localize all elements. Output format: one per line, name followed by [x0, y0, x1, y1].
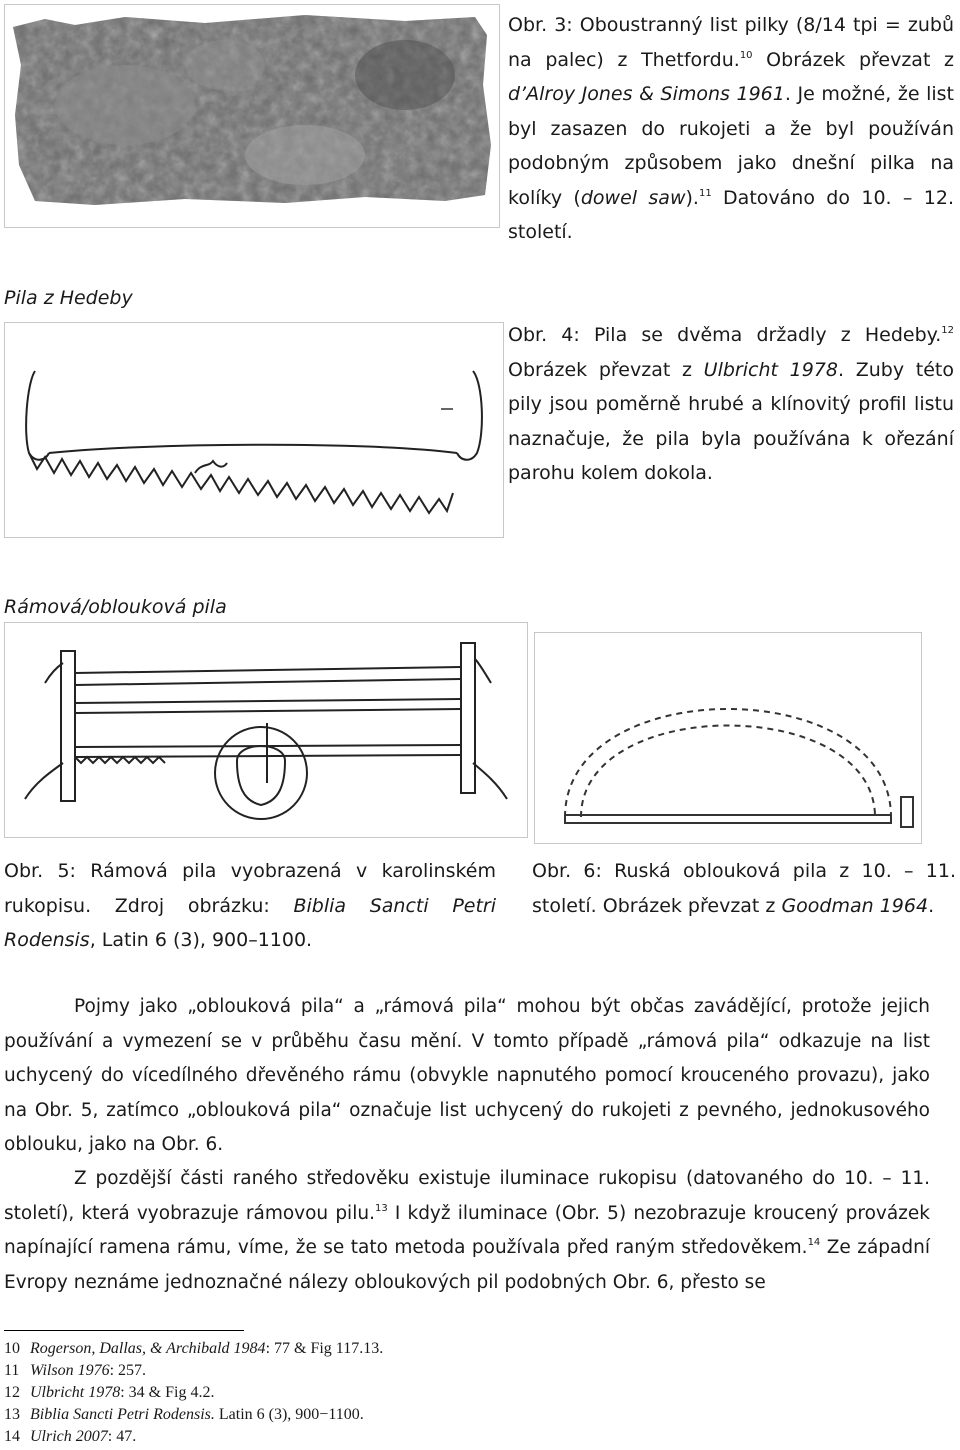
footnote-14 — [4, 1426, 136, 1448]
footnote-12 — [4, 1382, 214, 1404]
footnote-ref[interactable]: 13 — [374, 1202, 388, 1214]
figure-3-photo — [4, 4, 500, 228]
figure-6-drawing — [534, 632, 922, 844]
figure-5-caption — [4, 854, 496, 958]
footnote-text: : 34 & Fig 4.2. — [120, 1384, 215, 1401]
figure-6-caption — [532, 854, 956, 923]
paragraph-text: Pojmy jako „oblouková pila“ a „rámová pila“ mohou být občas zavádějící, protože jejich používání a vymezení se v průběhu času mění. V tomto případě „rámová pila“ odkazuje na list uchycený do vícedílného dřevěného rámu (obvykle napnutého pomocí krouceného provazu), jako na Obr. 5, zatímco „oblouková pila“ označuje list uchycený do rukojeti z pevného, jednokusového oblouku, jako na Obr. 6. — [4, 996, 930, 1155]
footnote-citation: Ulrich 2007 — [30, 1428, 108, 1445]
caption-text: . Zuby této pily jsou poměrně hrubé a klínovitý profil listu naznačuje, že pila byla používána k ořezání parohu kolem dokola. — [508, 358, 954, 484]
caption-citation: Goodman 1964 — [781, 894, 929, 917]
caption-citation: d’Alroy Jones & Simons 1961 — [508, 83, 785, 105]
footnote-10 — [4, 1338, 383, 1360]
footnote-text: : 47. — [107, 1428, 137, 1445]
footnote-text: Latin 6 (3), 900−1100. — [214, 1406, 364, 1423]
figure-5-illustration — [4, 622, 528, 838]
bow-saw-drawing — [535, 633, 921, 843]
caption-text: Obrázek převzat z — [752, 48, 955, 71]
caption-text: Obr. 6: Ruská oblouková pila z 10. – 11. století. Obrázek převzat z — [532, 860, 956, 917]
section-heading-hedeby: Pila z Hedeby — [4, 287, 133, 309]
caption-text: . Je možné, že list byl zasazen do rukojeti a že byl používán podobným způsobem jako dnešní pilka na kolíky ( — [508, 83, 954, 209]
paragraph-text: Ze západní Evropy neznáme jednoznačné nálezy obloukových pil podobných Obr. 6, přesto se — [4, 1237, 930, 1293]
paragraph-text: Z pozdější části raného středověku existuje iluminace rukopisu (datovaného do 10. – 11. století), která vyobrazuje rámovou pilu. — [4, 1168, 930, 1224]
footnote-text: : 77 & Fig 117.13. — [265, 1340, 384, 1357]
footnote-number: 14 — [4, 1428, 20, 1445]
footnote-text: : 257. — [109, 1362, 147, 1379]
footnote-number: 13 — [4, 1406, 20, 1423]
footnote-citation: Ulbricht 1978 — [30, 1384, 121, 1401]
footnote-13 — [4, 1404, 364, 1426]
two-handled-saw-drawing — [5, 323, 503, 537]
saw-blade-photo — [5, 5, 499, 227]
body-paragraph-2 — [4, 1162, 930, 1300]
frame-saw-manuscript-drawing — [5, 623, 527, 837]
caption-term: dowel saw — [580, 186, 686, 209]
caption-text: Obrázek převzat z — [508, 358, 704, 381]
caption-text: Obr. 5: Rámová pila vyobrazená v karolinském rukopisu. Zdroj obrázku: — [4, 860, 496, 917]
footnote-separator — [4, 1330, 244, 1331]
footnote-ref[interactable]: 11 — [698, 187, 712, 199]
caption-citation: Ulbricht 1978 — [703, 358, 838, 381]
footnote-ref[interactable]: 12 — [941, 325, 954, 336]
footnote-citation: Biblia Sancti Petri Rodensis. — [30, 1406, 215, 1423]
paragraph-text: I když iluminace (Obr. 5) nezobrazuje kroucený provázek napínající ramena rámu, víme, že se tato metoda používala před raným středověkem. — [4, 1202, 930, 1258]
caption-citation: Biblia Sancti Petri Rodensis — [4, 894, 497, 951]
figure-4-caption — [508, 318, 954, 491]
footnote-number: 10 — [4, 1340, 20, 1357]
footnote-number: 12 — [4, 1384, 20, 1401]
caption-text: , Latin 6 (3), 900–1100. — [89, 929, 313, 951]
footnote-number: 11 — [4, 1362, 20, 1379]
footnote-citation: Rogerson, Dallas, & Archibald 1984 — [30, 1340, 266, 1357]
footnote-ref[interactable]: 14 — [807, 1237, 821, 1248]
caption-text: . — [928, 894, 935, 917]
footnote-citation: Wilson 1976 — [30, 1362, 110, 1379]
section-heading-frame-saw: Rámová/oblouková pila — [4, 596, 227, 618]
caption-text: Obr. 4: Pila se dvěma držadly z Hedeby. — [508, 324, 942, 346]
figure-4-drawing — [4, 322, 504, 538]
caption-text: Obr. 3: Oboustranný list pilky (8/14 tpi = zubů na palec) z Thetfordu. — [508, 14, 954, 71]
body-paragraph-1 — [4, 990, 930, 1163]
figure-3-caption — [508, 8, 954, 250]
footnote-ref[interactable]: 10 — [739, 49, 753, 61]
caption-text: ). — [685, 186, 699, 209]
footnote-11 — [4, 1360, 146, 1382]
caption-text: Datováno do 10. – 12. století. — [508, 186, 955, 243]
